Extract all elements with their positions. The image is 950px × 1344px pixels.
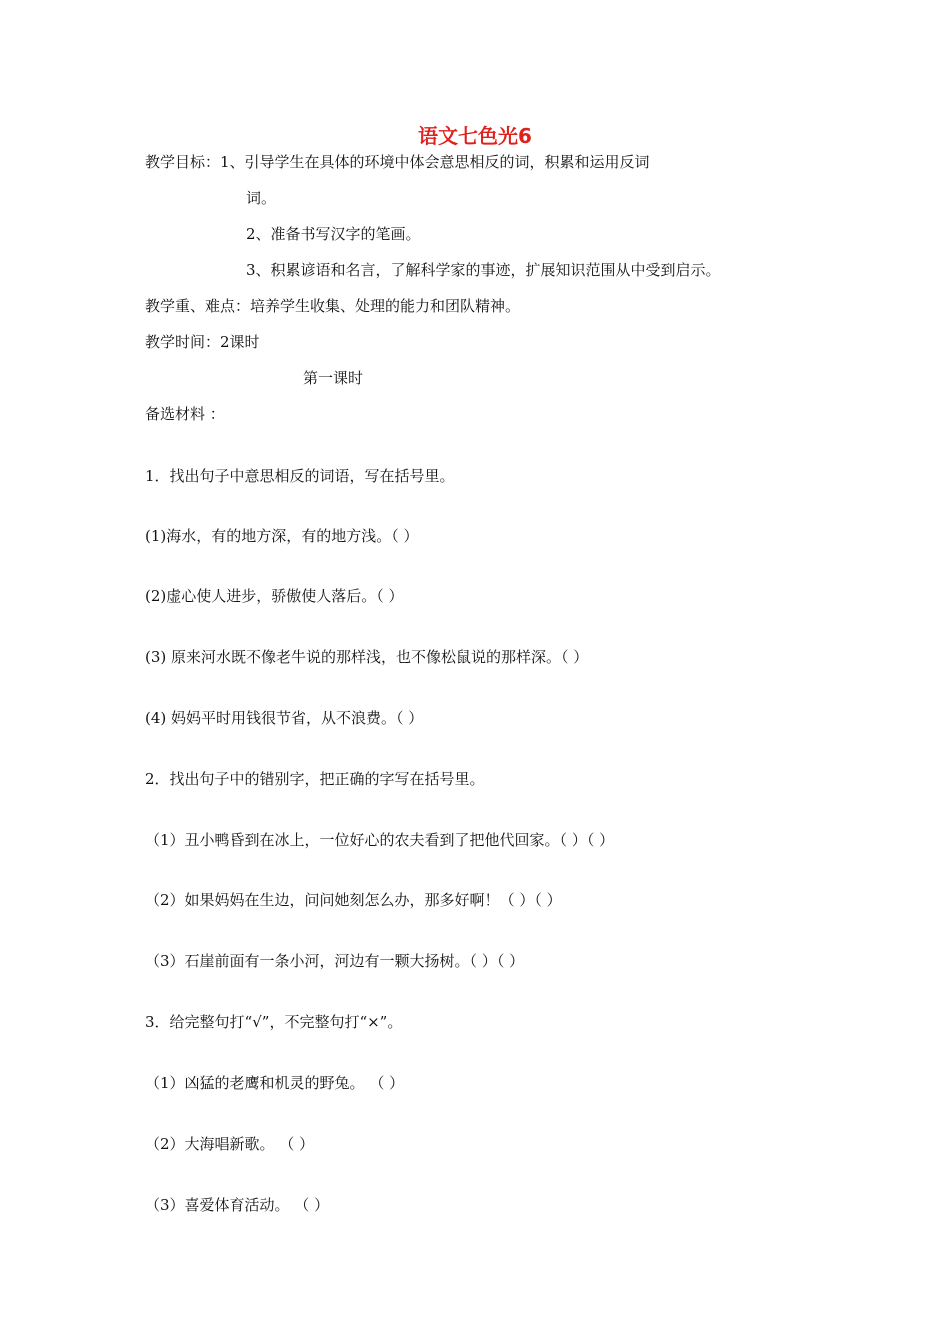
exercise-1-heading: 1．找出句子中意思相反的词语，写在括号里。 [145,467,455,485]
materials-label: 备选材料 ： [145,405,225,423]
exercise-1-item-3: (3) 原来河水既不像老牛说的那样浅，也不像松鼠说的那样深。（ ） [145,648,589,666]
exercise-3-item-1: （1）凶猛的老鹰和机灵的野兔。 （ ） [145,1074,405,1092]
objectives-item-2: 2、准备书写汉字的笔画。 [246,225,421,243]
exercise-2-item-3: （3）石崖前面有一条小河，河边有一颗大扬树。（ ）（ ） [145,952,525,970]
exercise-3-heading: 3．给完整句打“√”，不完整句打“×”。 [145,1013,403,1031]
exercise-1-item-2: (2)虚心使人进步，骄傲使人落后。（ ） [145,587,404,605]
teaching-time: 教学时间：2课时 [145,333,260,351]
exercise-1-item-1: (1)海水，有的地方深，有的地方浅。（ ） [145,527,419,545]
objectives-item-3: 3、积累谚语和名言，了解科学家的事迹，扩展知识范围从中受到启示。 [246,261,721,279]
document-title: 语文七色光6 [418,124,532,148]
exercise-2-item-2: （2）如果妈妈在生边，问问她刻怎么办，那多好啊！（ ）（ ） [145,891,562,909]
exercise-2-item-1: （1）丑小鸭昏到在冰上，一位好心的农夫看到了把他代回家。（ ）（ ） [145,831,615,849]
objectives-line-1: 教学目标：1、引导学生在具体的环境中体会意思相反的词，积累和运用反词 [145,153,650,171]
key-points: 教学重、难点：培养学生收集、处理的能力和团队精神。 [145,297,521,315]
objectives-line-1-continuation: 词。 [246,189,277,207]
exercise-1-item-4: (4) 妈妈平时用钱很节省，从不浪费。（ ） [145,709,424,727]
exercise-3-item-2: （2）大海唱新歌。 （ ） [145,1135,315,1153]
exercise-2-heading: 2．找出句子中的错别字，把正确的字写在括号里。 [145,770,485,788]
lesson-heading: 第一课时 [303,369,364,387]
exercise-3-item-3: （3）喜爱体育活动。 （ ） [145,1196,330,1214]
